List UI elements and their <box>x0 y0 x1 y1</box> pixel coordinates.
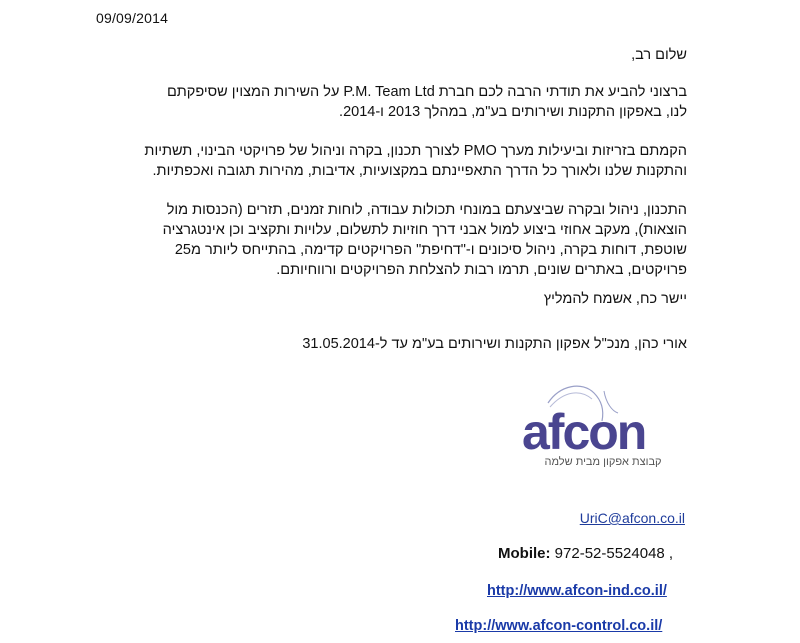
paragraph-3-line-1: התכנון, ניהול ובקרה שביצעתם במונחי תכולות עבודה, לוחות זמנים, תזרים (הכנסות מול <box>166 202 687 218</box>
afcon-control-link[interactable]: http://www.afcon-control.co.il/ <box>455 618 663 634</box>
afcon-logo <box>520 383 680 493</box>
mobile-number: 972-52-5524048 , <box>554 545 674 562</box>
signature-line: אורי כהן, מנכ"ל אפקון התקנות ושירותים בע"מ עד ל-31.05.2014 <box>302 336 687 352</box>
afcon-ind-link[interactable]: http://www.afcon-ind.co.il/ <box>487 583 667 599</box>
paragraph-2-line-1: הקמתם בזריזות וביעילות מערך PMO לצורך תכנון, בקרה וניהול של פרויקטי הבינוי, תשתיות <box>144 143 687 159</box>
paragraph-3 <box>0 200 687 280</box>
paragraph-3-line-2: הוצאות), מעקב אחוזי ביצוע למול אבני דרך חוזיות לתשלום, עלויות ותקציב וכן אינטגרציה <box>162 222 687 238</box>
paragraph-3-line-4: פרויקטים, באתרים שונים, תרמו רבות להצלחת הפרויקטים ורווחיותם. <box>276 262 687 278</box>
afcon-logo-mark <box>520 383 680 458</box>
email-link[interactable]: UriC@afcon.co.il <box>579 510 685 526</box>
paragraph-1 <box>97 82 687 122</box>
closing-line: יישר כח, אשמח להמליץ <box>543 291 687 307</box>
letter-date: 09/09/2014 <box>96 10 169 26</box>
greeting: שלום רב, <box>631 47 687 63</box>
paragraph-2-line-2: והתקנות שלנו ולאורך כל הדרך התאפיינתם במקצועיות, אדיבות, מהירות תגובה ואכפתיות. <box>152 163 687 179</box>
logo-tagline: קבוצת אפקון מבית שלמה <box>544 456 662 468</box>
paragraph-1-line-1: ברצוני להביע את תודתי הרבה לכם חברת P.M. Team Ltd על השירות המצוין שסיפקתם <box>166 84 687 100</box>
paragraph-1-line-2: לנו, באפקון התקנות ושירותים בע"מ, במהלך 2013 ו-2014. <box>339 104 687 120</box>
paragraph-2 <box>0 141 687 181</box>
mobile-label: Mobile: <box>498 545 551 562</box>
afcon-wordmark: afcon <box>522 404 646 458</box>
paragraph-3-line-3: שוטפת, דוחות בקרה, ניהול סיכונים ו-"דחיפת" הפרויקטים קדימה, בהתייחס ליותר מ25 <box>174 242 687 258</box>
mobile-line <box>498 545 673 562</box>
